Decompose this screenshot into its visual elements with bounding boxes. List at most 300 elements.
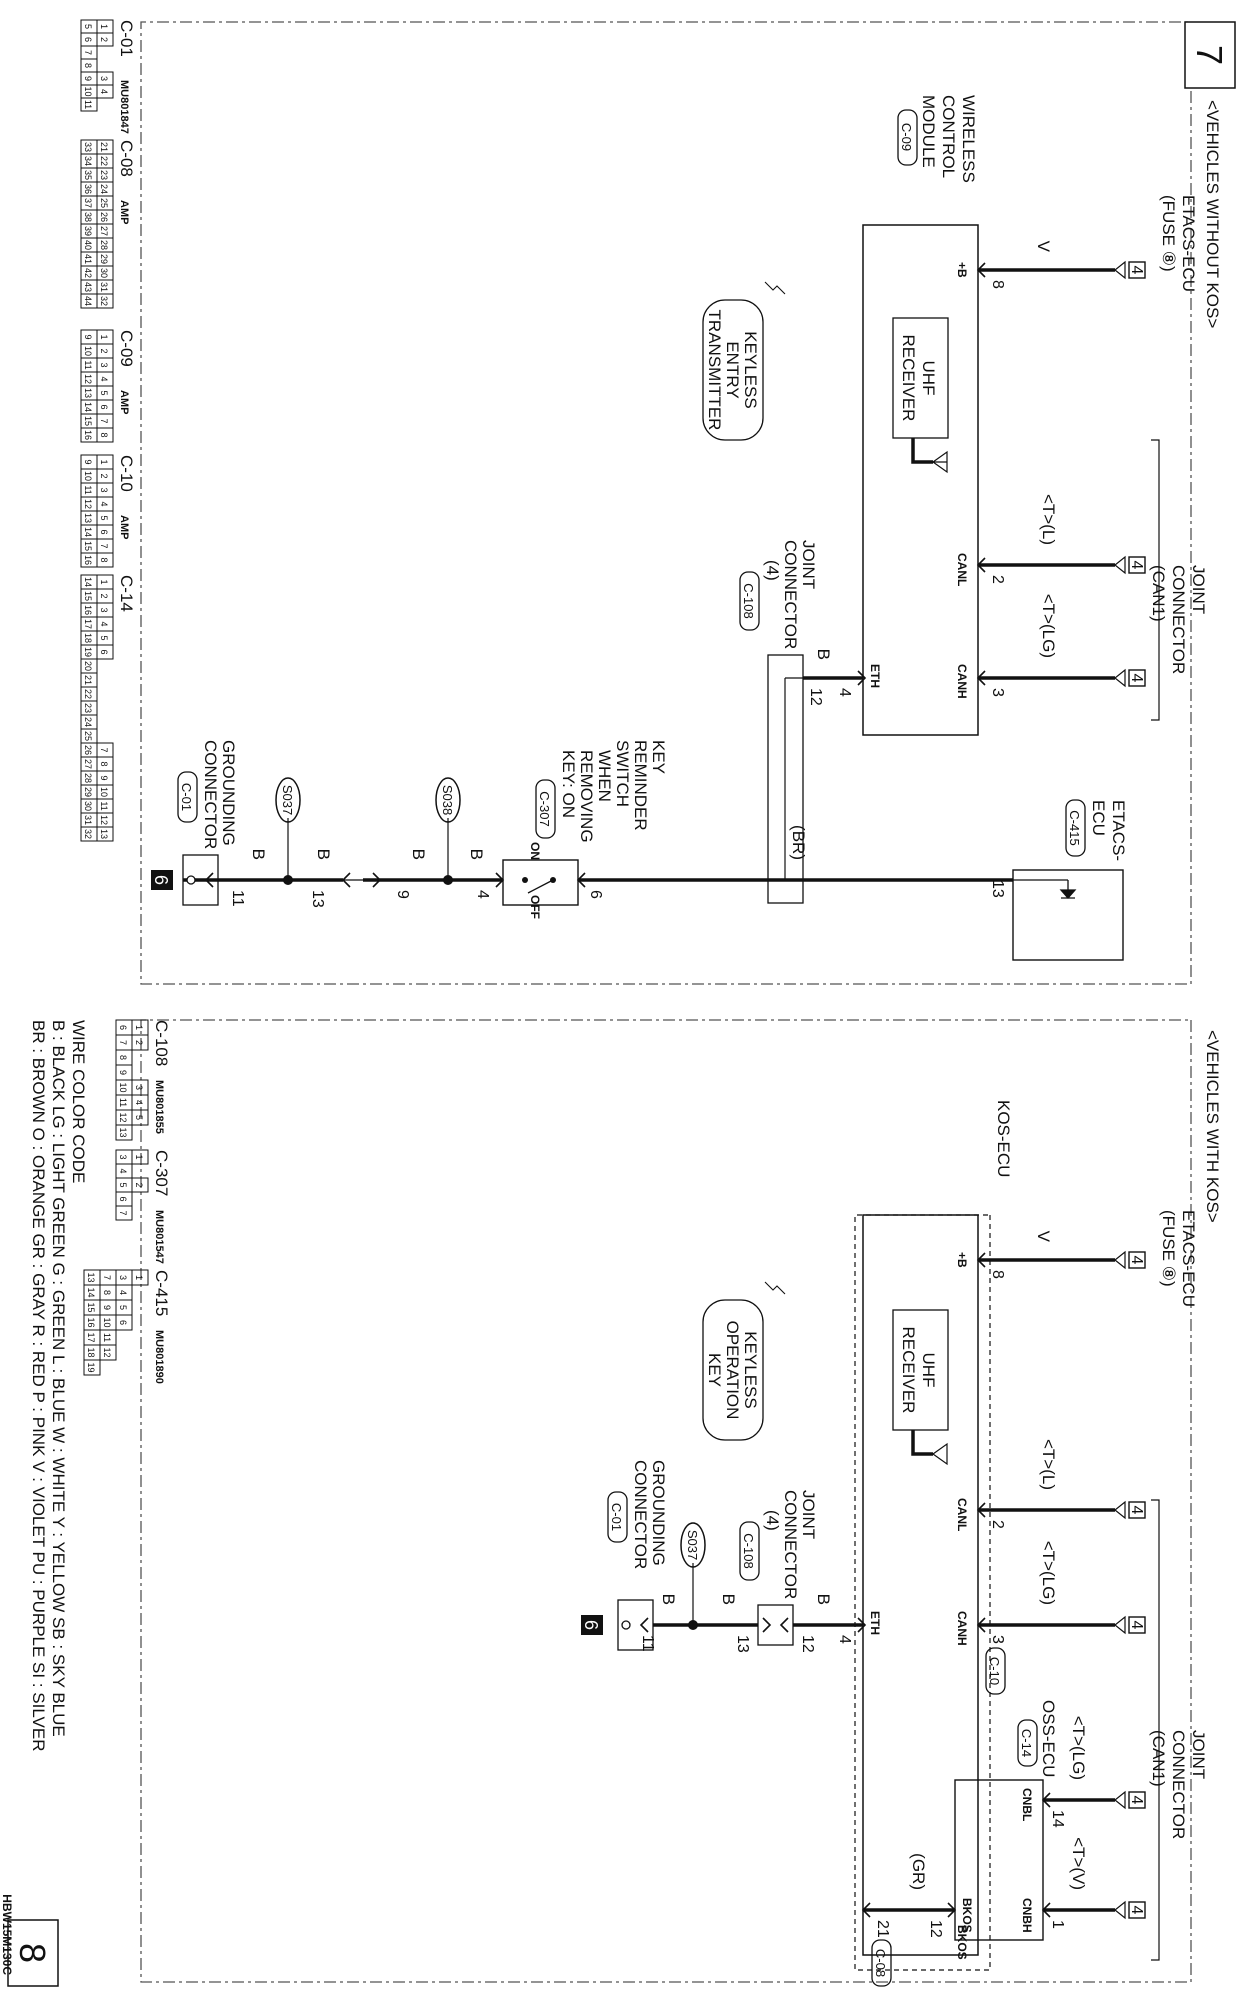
key-switch-line2: REMINDER: [631, 740, 650, 831]
kos-pin-bkos: 21: [874, 1920, 891, 1938]
pin-canh-8: 3: [989, 1635, 1006, 1644]
key-switch-line6: KEY: ON: [559, 750, 578, 819]
connector-view-label: C-01: [117, 20, 136, 57]
wire-b-eth-8: B: [814, 1593, 833, 1605]
connector-pin-number: 3: [99, 75, 109, 82]
pin-canl-8: 2: [989, 1520, 1006, 1529]
connector-pin-number: 39: [83, 225, 93, 237]
can1-pin-d-8: [1115, 1902, 1145, 1918]
connector-pin-number: 28: [99, 239, 109, 251]
connector-pin-number: 23: [83, 702, 93, 714]
signal-icon-8: [765, 1282, 785, 1294]
connector-pin-number: 9: [118, 1069, 128, 1076]
wire-br-label-7: (BR): [789, 825, 808, 860]
connector-pin-number: 4: [99, 501, 109, 507]
connector-pin-number: 6: [83, 36, 93, 43]
connector-pin-number: 34: [83, 155, 93, 167]
connector-pin-number: 8: [118, 1054, 128, 1061]
connector-pin-number: 17: [86, 1332, 96, 1343]
key-switch-off: OFF: [528, 895, 542, 919]
etacs-ecu-pin: 13: [989, 880, 1006, 898]
connector-pin-number: 9: [83, 334, 93, 340]
footer-code: HBW15M130C: [0, 1894, 14, 1975]
oss-bkos: BKOS: [960, 1898, 974, 1933]
connector-pin-number: 6: [118, 1196, 128, 1202]
oss-pin-cnbl: 14: [1049, 1810, 1066, 1828]
kos-ecu-label: KOS-ECU: [994, 1100, 1013, 1178]
connector-pin-number: 3: [99, 607, 109, 613]
key-switch-pin-bottom: 4: [474, 890, 491, 899]
pin-eth-7: 4: [836, 688, 853, 697]
connector-pin-number: 1: [134, 1024, 144, 1031]
joint-connector-4-box-8: [758, 1605, 793, 1645]
receiver-label-8: RECEIVER: [899, 1326, 918, 1414]
connector-pin-number: 7: [102, 1274, 112, 1281]
pin-plusb-8: 8: [989, 1270, 1006, 1279]
connector-pin-number: 1: [99, 23, 109, 30]
connector-pin-number: 16: [86, 1317, 96, 1328]
connector-view-c-307: [116, 1150, 171, 1264]
connector-pin-number: 10: [99, 786, 109, 798]
connector-pin-number: 40: [83, 239, 93, 251]
grounding-line1-7: GROUNDING: [219, 740, 238, 846]
connector-view-label: C-09: [117, 330, 136, 367]
connector-view-c-09: [81, 330, 136, 442]
module-canh-7: CANH: [955, 664, 969, 699]
wire-b-label-8a: B: [719, 1593, 738, 1605]
kos-bkos-connector: C-08: [873, 1948, 888, 1978]
connector-pin-number: 4: [118, 1289, 128, 1296]
wireless-connector-7: C-09: [899, 122, 914, 152]
connector-pin-number: 14: [83, 526, 93, 538]
grounding-pin-8: 11: [639, 1635, 656, 1652]
svg-text:4: 4: [1128, 1255, 1145, 1265]
opkey-line1: KEYLESS: [741, 1331, 760, 1409]
grounding-line1-8: GROUNDING: [649, 1460, 668, 1566]
module-eth-7: ETH: [868, 664, 882, 688]
connector-pin-number: 25: [83, 730, 93, 742]
wireless-label-3: MODULE: [919, 95, 938, 168]
connector-view-c-08: [81, 140, 136, 308]
connector-pin-number: 11: [83, 485, 93, 495]
connector-pin-number: 5: [134, 1114, 144, 1121]
connector-pin-number: 10: [83, 345, 93, 357]
connector-pin-number: 29: [99, 253, 109, 265]
connector-pin-number: 4: [134, 1099, 144, 1106]
connector-pin-number: 7: [118, 1210, 128, 1216]
connector-pin-number: 1: [134, 1154, 144, 1160]
key-switch-connector: C-307: [537, 791, 552, 827]
connector-pin-number: 12: [102, 1347, 112, 1358]
connector-pin-number: 16: [83, 429, 93, 441]
oss-cnbl: CNBL: [1020, 1788, 1034, 1822]
connector-pin-number: 14: [86, 1287, 96, 1298]
joint4-pin-a-7: 9: [394, 890, 411, 899]
module-plusb-7: +B: [955, 262, 969, 278]
connector-view-label: C-307: [152, 1150, 171, 1197]
color-code-line1: B : BLACK LG : LIGHT GREEN G : GREEN L : BLUE W : WHITE Y : YELLOW SB : SKY BLUE: [49, 1020, 68, 1737]
svg-text:4: 4: [1128, 673, 1145, 683]
connector-pin-number: 12: [99, 814, 109, 826]
connector-pin-number: 17: [83, 618, 93, 630]
connector-pin-number: 24: [83, 716, 93, 728]
splice-s038-label: S038: [440, 784, 455, 816]
connector-view-label: C-415: [152, 1270, 171, 1317]
grounding-line2-7: CONNECTOR: [201, 740, 220, 850]
kos-plusb: +B: [955, 1252, 969, 1268]
antenna-icon-7: [933, 452, 947, 472]
ground-ref-8: 6: [581, 1619, 601, 1631]
connector-pin-number: 5: [99, 515, 109, 521]
uhf-label-7: UHF: [919, 360, 938, 396]
connector-pin-number: 10: [118, 1082, 128, 1093]
connector-part-number: MU801847: [118, 80, 130, 134]
splice-s037-label-8: S037: [685, 1529, 700, 1561]
connector-pin-number: 6: [99, 404, 109, 410]
connector-pin-number: 21: [83, 674, 93, 686]
connector-pin-number: 4: [118, 1168, 128, 1174]
connector-pin-number: 1: [99, 459, 109, 465]
antenna-icon-8: [933, 1444, 947, 1464]
connector-pin-number: 2: [134, 1039, 144, 1046]
pin-plusb-7: 8: [989, 280, 1006, 289]
grounding-pin-7: 11: [229, 890, 246, 907]
connector-pin-number: 23: [99, 169, 109, 181]
color-code-title: WIRE COLOR CODE: [69, 1020, 88, 1184]
connector-pin-number: 22: [99, 155, 109, 167]
connector-pin-number: 3: [118, 1274, 128, 1281]
key-switch-line4: WHEN: [595, 750, 614, 802]
connector-view-label: C-08: [117, 140, 136, 177]
etacs-ecu-line2: ECU: [1089, 800, 1108, 836]
fuse-pin-8: [1115, 1252, 1145, 1268]
connector-pin-number: 16: [83, 554, 93, 566]
etacs-fuse-label-7: ETACS-ECU: [1179, 195, 1198, 292]
joint4-line1-8: JOINT: [799, 1490, 818, 1540]
connector-pin-number: 11: [118, 1097, 128, 1108]
grounding-connector-7: C-01: [179, 782, 194, 812]
key-switch-line3: SWITCH: [613, 740, 632, 808]
can1-pin-c-8: [1115, 1792, 1145, 1808]
etacs-fuse-num-8: (FUSE ⑧): [1159, 1210, 1178, 1287]
diode-icon: [1061, 880, 1075, 898]
wire-canh-label-7: <T>(LG): [1039, 593, 1058, 658]
connector-pin-number: 22: [83, 688, 93, 700]
connector-pin-number: 3: [99, 487, 109, 493]
wire-v-label-8: V: [1034, 1230, 1053, 1242]
connector-pin-number: 18: [86, 1347, 96, 1358]
joint-can1-label-7c: (CAN1): [1149, 565, 1168, 622]
wire-b-label-7a: B: [467, 848, 486, 860]
connector-pin-number: 19: [86, 1362, 96, 1373]
wireless-label-2: CONTROL: [939, 95, 958, 179]
connector-pin-number: 1: [99, 579, 109, 585]
connector-pin-number: 18: [83, 632, 93, 644]
connector-pin-number: 2: [134, 1182, 144, 1188]
connector-view-c-415: [84, 1270, 171, 1384]
key-switch-pin-top: 6: [587, 890, 604, 899]
uhf-label-8: UHF: [919, 1352, 938, 1388]
joint4-line1-7: JOINT: [799, 540, 818, 590]
connector-pin-number: 3: [99, 362, 109, 368]
sheet-7: [141, 22, 1235, 984]
connector-pin-number: 29: [83, 786, 93, 798]
connector-pin-number: 15: [83, 540, 93, 552]
connector-part-number: AMP: [118, 200, 130, 225]
wire-b-label-7b: B: [409, 848, 428, 860]
connector-pin-number: 11: [102, 1332, 112, 1343]
oss-ecu-connector: C-14: [1019, 1728, 1034, 1758]
connector-pin-number: 16: [83, 604, 93, 616]
connector-pin-number: 8: [102, 1289, 112, 1296]
can1-pin-l-7: [1115, 557, 1145, 573]
connector-view-c-10: [81, 455, 136, 567]
connector-pin-number: 2: [99, 348, 109, 354]
connector-part-number: MU801890: [153, 1330, 165, 1384]
kos-bkos: BKOS: [955, 1925, 969, 1960]
joint-can1-label-8b: CONNECTOR: [1169, 1730, 1188, 1840]
kos-canh-connector: C-10: [987, 1656, 1002, 1686]
kos-eth: ETH: [868, 1611, 882, 1635]
ground-ref-7: 6: [151, 874, 171, 886]
color-code-line2: BR : BROWN O : ORANGE GR : GRAY R : RED P : PINK V : VIOLET PU : PURPLE SI : SILVER: [29, 1020, 48, 1752]
connector-pin-number: 5: [118, 1304, 128, 1311]
connector-pin-number: 42: [83, 267, 93, 279]
key-switch-line5: REMOVING: [577, 750, 596, 843]
kos-canh: CANH: [955, 1611, 969, 1646]
grounding-line2-8: CONNECTOR: [631, 1460, 650, 1570]
svg-text:4: 4: [1128, 560, 1145, 570]
page-number-7: 7: [1189, 44, 1230, 66]
connector-pin-number: 10: [83, 470, 93, 482]
connector-pin-number: 8: [99, 557, 109, 563]
connector-pin-number: 7: [99, 418, 109, 424]
sheet-8-title: <VEHICLES WITH KOS>: [1203, 1030, 1222, 1223]
connector-pin-number: 8: [99, 761, 109, 767]
joint4-line2-8: CONNECTOR: [781, 1490, 800, 1600]
connector-views: [81, 20, 171, 1384]
wire-b-label-7c: B: [314, 848, 333, 860]
oss-cnbh: CNBH: [1020, 1898, 1034, 1933]
connector-pin-number: 43: [83, 281, 93, 293]
svg-text:4: 4: [1128, 1505, 1145, 1515]
connector-pin-number: 7: [83, 49, 93, 56]
fuse-pin-7: [1115, 262, 1145, 278]
connector-pin-number: 7: [99, 747, 109, 753]
grounding-connector-8: C-01: [609, 1502, 624, 1532]
connector-pin-number: 4: [99, 621, 109, 627]
oss-pin-bkos: 12: [927, 1920, 944, 1938]
can1-pin-a-8: [1115, 1502, 1145, 1518]
connector-pin-number: 19: [83, 646, 93, 658]
joint4-pin-b-7: 13: [309, 890, 326, 908]
wire-gr-label-8: (GR): [909, 1853, 928, 1890]
connector-part-number: MU801547: [153, 1210, 165, 1264]
connector-pin-number: 9: [102, 1304, 112, 1311]
key-switch-on: ON: [528, 842, 542, 860]
wire-cnbh-label-8: <T>(V): [1069, 1837, 1088, 1890]
svg-text:4: 4: [1128, 265, 1145, 275]
opkey-line3: KEY: [705, 1352, 724, 1388]
connector-pin-number: 26: [99, 211, 109, 223]
kos-canl: CANL: [955, 1498, 969, 1532]
connector-pin-number: 2: [99, 473, 109, 479]
connector-pin-number: 25: [99, 197, 109, 209]
transmitter-line1: KEYLESS: [741, 331, 760, 409]
connector-pin-number: 5: [99, 390, 109, 396]
module-canl-7: CANL: [955, 553, 969, 587]
connector-part-number: AMP: [118, 515, 130, 540]
joint-can1-label-8c: (CAN1): [1149, 1730, 1168, 1787]
connector-pin-number: 9: [83, 459, 93, 465]
connector-pin-number: 6: [99, 529, 109, 535]
connector-pin-number: 38: [83, 211, 93, 223]
connector-pin-number: 30: [83, 800, 93, 812]
connector-pin-number: 31: [83, 814, 93, 826]
joint4-pin-in-7: 12: [807, 688, 824, 706]
connector-pin-number: 11: [83, 99, 93, 110]
connector-view-label: C-14: [117, 575, 136, 612]
connector-pin-number: 13: [86, 1272, 96, 1283]
etacs-fuse-num-7: (FUSE ⑧): [1159, 195, 1178, 272]
pin-eth-8: 4: [836, 1635, 853, 1644]
wire-v-label-7: V: [1034, 240, 1053, 252]
sheet-8: [8, 1020, 1222, 1986]
wire-canl-label-8: <T>(L): [1039, 1438, 1058, 1490]
wireless-label-1: WIRELESS: [959, 95, 978, 183]
oss-ecu-label: OSS-ECU: [1039, 1700, 1058, 1778]
connector-pin-number: 6: [118, 1024, 128, 1031]
connector-pin-number: 14: [83, 576, 93, 588]
connector-pin-number: 9: [99, 775, 109, 781]
connector-pin-number: 14: [83, 401, 93, 413]
connector-pin-number: 15: [83, 590, 93, 602]
wire-b-eth-7: B: [814, 648, 833, 660]
etacs-ecu-connector: C-415: [1067, 810, 1082, 846]
connector-pin-number: 12: [83, 498, 93, 510]
connector-pin-number: 13: [83, 387, 93, 399]
connector-pin-number: 13: [83, 512, 93, 524]
connector-part-number: MU801855: [153, 1080, 165, 1134]
oss-pin-cnbh: 1: [1049, 1920, 1066, 1929]
sheet-7-title: <VEHICLES WITHOUT KOS>: [1203, 100, 1222, 329]
svg-text:4: 4: [1128, 1620, 1145, 1630]
joint4-connector-7: C-108: [741, 583, 756, 619]
connector-pin-number: 36: [83, 183, 93, 195]
connector-pin-number: 27: [83, 758, 93, 770]
connector-pin-number: 7: [99, 543, 109, 549]
opkey-line2: OPERATION: [723, 1320, 742, 1420]
connector-pin-number: 13: [99, 828, 109, 840]
connector-pin-number: 3: [134, 1084, 144, 1091]
connector-view-label: C-10: [117, 455, 136, 492]
sheet-7-border: [141, 22, 1191, 984]
wire-cnbl-label-8: <T>(LG): [1069, 1715, 1088, 1780]
connector-pin-number: 27: [99, 225, 109, 237]
connector-pin-number: 5: [99, 635, 109, 641]
connector-pin-number: 33: [83, 141, 93, 153]
signal-icon-7: [765, 282, 785, 294]
connector-pin-number: 21: [99, 141, 109, 153]
connector-pin-number: 8: [83, 62, 93, 69]
connector-pin-number: 12: [83, 373, 93, 385]
connector-pin-number: 26: [83, 744, 93, 756]
joint-can1-label-8a: JOINT: [1189, 1730, 1208, 1780]
etacs-ecu-line1: ETACS-: [1109, 800, 1128, 862]
connector-pin-number: 3: [118, 1154, 128, 1160]
connector-pin-number: 12: [118, 1112, 128, 1123]
antenna-lead-8: [913, 1430, 933, 1454]
connector-pin-number: 6: [99, 649, 109, 655]
wire-b-label-8b: B: [659, 1593, 678, 1605]
connector-pin-number: 11: [83, 360, 93, 370]
connector-pin-number: 31: [99, 281, 109, 293]
kos-ecu-box: [863, 1215, 978, 1955]
wire-canh-label-8: <T>(LG): [1039, 1540, 1058, 1605]
key-switch-line1: KEY: [649, 740, 668, 775]
antenna-lead-7: [913, 438, 933, 462]
wireless-control-module-box: [863, 225, 978, 735]
connector-pin-number: 28: [83, 772, 93, 784]
pin-canl-7: 2: [989, 575, 1006, 584]
connector-pin-number: 15: [86, 1302, 96, 1313]
connector-pin-number: 10: [83, 86, 93, 97]
can1-pin-h-7: [1115, 670, 1145, 686]
joint4-line3-7: (4): [763, 560, 782, 581]
joint4-line2-7: CONNECTOR: [781, 540, 800, 650]
connector-pin-number: 15: [83, 415, 93, 427]
connector-pin-number: 20: [83, 660, 93, 672]
wire-canl-label-7: <T>(L): [1039, 493, 1058, 545]
joint4-line3-8: (4): [763, 1510, 782, 1531]
connector-pin-number: 8: [99, 432, 109, 438]
transmitter-line2: ENTRY: [723, 341, 742, 399]
connector-view-c-108: [116, 1020, 171, 1140]
connector-view-label: C-108: [152, 1020, 171, 1067]
connector-pin-number: 37: [83, 197, 93, 209]
receiver-label-7: RECEIVER: [899, 334, 918, 422]
connector-pin-number: 1: [99, 334, 109, 340]
connector-pin-number: 4: [99, 88, 109, 95]
connector-pin-number: 5: [118, 1182, 128, 1188]
can1-pin-b-8: [1115, 1617, 1145, 1633]
svg-text:4: 4: [1128, 1905, 1145, 1915]
connector-part-number: AMP: [118, 390, 130, 415]
connector-pin-number: 24: [99, 183, 109, 195]
wire-b-label-7d: B: [249, 848, 268, 860]
connector-pin-number: 1: [134, 1274, 144, 1281]
connector-pin-number: 32: [83, 828, 93, 840]
connector-pin-number: 32: [99, 295, 109, 307]
connector-pin-number: 41: [83, 253, 93, 265]
joint4-pin-in-8: 12: [799, 1635, 816, 1653]
connector-pin-number: 2: [99, 593, 109, 599]
connector-view-c-01: [81, 20, 136, 134]
transmitter-line3: TRANSMITTER: [705, 309, 724, 431]
joint4-pin-out-8: 13: [734, 1635, 751, 1653]
splice-s037-label-7: S037: [280, 784, 295, 816]
connector-pin-number: 6: [118, 1319, 128, 1326]
connector-pin-number: 44: [83, 295, 93, 307]
etacs-fuse-label-8: ETACS-ECU: [1179, 1210, 1198, 1307]
joint4-connector-8: C-108: [741, 1533, 756, 1569]
joint-can1-label-7a: JOINT: [1189, 565, 1208, 615]
connector-pin-number: 35: [83, 169, 93, 181]
connector-pin-number: 4: [99, 376, 109, 382]
connector-view-c-14: [81, 575, 136, 841]
connector-pin-number: 13: [118, 1127, 128, 1138]
page-number-8: 8: [12, 1942, 53, 1964]
